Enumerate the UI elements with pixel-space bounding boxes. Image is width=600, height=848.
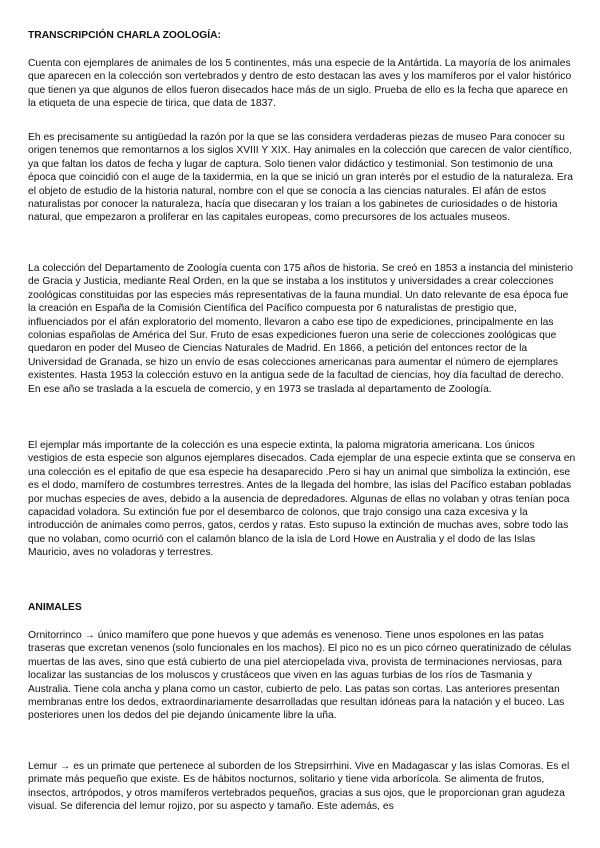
document-title: TRANSCRIPCIÓN CHARLA ZOOLOGÍA:	[28, 30, 221, 41]
paragraph-ornitorrinco: Ornitorrinco → único mamífero que pone huevos y que además es venenoso. Tiene unos espolones en las patas traseras que excretan venenos (solo funcionales en los machos). El pico no es un pico córneo queratinizado de células muertas de las aves, sino que está cubierto de una piel aterciopelada viva, provista de terminaciones nerviosas, para localizar las sustancias de los moluscos y crustáceos que viven en las aguas turbias de los ríos de Tasmania y Australia. Tiene cola ancha y plana como un castor, cubierto de pelo. Las patas son cortas. Las anteriores presentan membranas entre los dedos, extraordinariamente desarrolladas que resultan idóneas para la natación y el buceo. Las posteriores unen los dedos del pie dejando únicamente libre la uña.	[28, 630, 572, 722]
paragraph-collection-overview: Cuenta con ejemplares de animales de los 5 continentes, más una especie de la Antártida. La mayoría de los animales que aparecen en la colección son vertebrados y dentro de esto destacan las aves y los mamíferos por el valor histórico que tienen ya que algunos de ellos fueron disecados hace más de un siglo. Prueba de ello es la fecha que aparece en la etiqueta de una especie de tirica, que data de 1837.	[28, 58, 572, 110]
section-title-animales: ANIMALES	[28, 602, 82, 613]
paragraph-extinct-species: El ejemplar más importante de la colección es una especie extinta, la paloma migratoria americana. Los únicos vestigios de esta especie son algunos ejemplares disecados. Cada ejemplar de una especie extinta que se conserva en una colección es el epitafio de que esa especie ha desaparecido .Pero si hay un animal que simboliza la extinción, ese es el dodo, mamífero de costumbres terrestres. Antes de la llegada del hombre, las islas del Pacífico estaban pobladas por muchas especies de aves, debido a la ausencia de depredadores. Algunas de ellas no volaban y otras tenían poca capacidad voladora. Su extinción fue por el desembarco de colonos, que trajo consigo una caza excesiva y la introducción de animales como perros, gatos, cerdos y ratas. Esto supuso la extinción de muchas aves, sobre todo las que no volaban, como ocurrió con el calamón blanco de la isla de Lord Howe en Australia y el dodo de las Islas Mauricio, aves no voladoras y terrestres.	[28, 440, 576, 559]
paragraph-lemur: Lemur → es un primate que pertenece al suborden de los Strepsirrhini. Vive en Madagascar y las islas Comoras. Es el primate más pequeño que existe. Es de hábitos nocturnos, solitario y tiene vida arborícola. Se alimenta de frutos, insectos, artrópodos, y otros mamíferos vertebrados pequeños, gracias a sus ojos, que le proporcionan gran agudeza visual. Se diferencia del lemur rojizo, por su aspecto y tamaño. Este además, es	[28, 761, 570, 813]
paragraph-department-history: La colección del Departamento de Zoología cuenta con 175 años de historia. Se creó en 1853 a instancia del ministerio de Gracia y Justicia, mediante Real Orden, en la que se instaba a los institutos y universidades a crear colecciones zoológicas constituidas por las especies más representativas de la fauna mundial. Un dato relevante de esa época fue la creación en España de la Comisión Científica del Pacífico compuesta por 6 naturalistas de prestigio que, influenciados por el afán exploratorio del momento, llevaron a cabo ese tipo de expediciones, principalmente en las colonias españolas de América del Sur. Fruto de esas expediciones fueron una serie de colecciones zoológicas que quedaron en poder del Museo de Ciencias Naturales de Madrid. En 1866, a petición del entonces rector de la Universidad de Granada, se hizo un envío de esas colecciones americanas para aumentar el número de ejemplares existentes. Hasta 1953 la colección estuvo en la antigua sede de la facultad de ciencias, hoy día facultad de derecho. En ese año se traslada a la escuela de comercio, y en 1973 se traslada al departamento de Zoología.	[28, 263, 573, 395]
paragraph-historical-origin: Eh es precisamente su antigüedad la razón por la que se las considera verdaderas piezas de museo Para conocer su origen tenemos que remontarnos a los siglos XVIII Y XIX. Hay animales en la colección que carecen de valor científico, ya que faltan los datos de fecha y lugar de captura. Solo tienen valor didáctico y testimonial. Son testimonio de una época que coincidió con el auge de la taxidermia, en la que se inició un gran interés por el estudio de la naturaleza. Era el objeto de estudio de la historia natural, nombre con el que se conocía a las ciencias naturales. El afán de estos naturalistas por conocer la naturaleza, hacía que disecaran y los traían a los gabinetes de curiosidades o de historia natural, que empezaron a proliferar en las capitales europeas, como precursores de los actuales museos.	[28, 132, 573, 224]
